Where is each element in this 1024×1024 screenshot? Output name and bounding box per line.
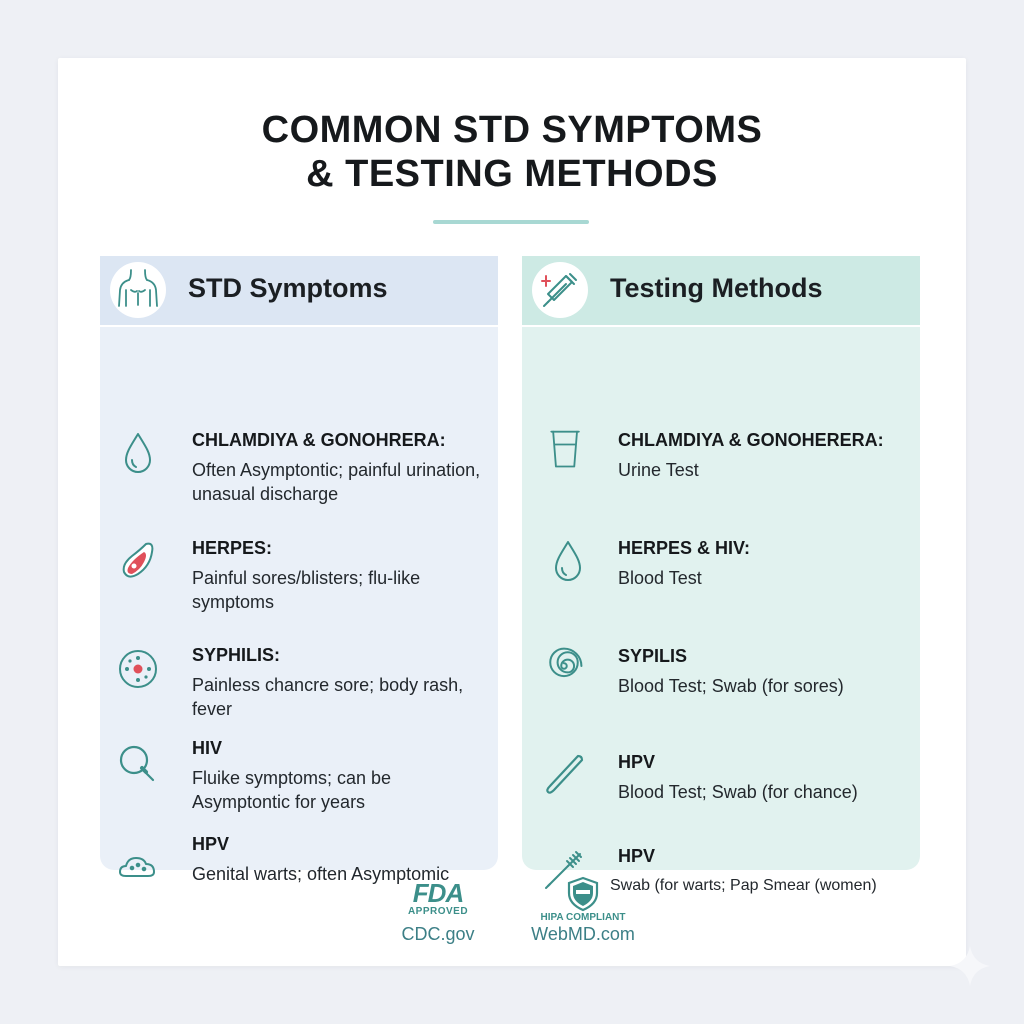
test-name: SYPILIS: [618, 646, 688, 666]
symptom-name: SYPHILIS:: [192, 645, 281, 665]
syringe-icon: [532, 262, 588, 318]
shield-icon: [565, 876, 601, 912]
wart-icon: [116, 842, 160, 886]
fda-badge: [398, 880, 478, 917]
symptom-name: CHLAMDIYA & GONOHRERA:: [192, 430, 446, 450]
testing-panel: [522, 256, 920, 894]
symptom-description: Genital warts; often Asymptomic: [192, 864, 450, 884]
droplet-icon: [546, 538, 590, 582]
symptom-description: Often Asymptontic; painful urination, unasual discharge: [192, 460, 481, 504]
test-description: Blood Test; Swab (for chance): [618, 782, 858, 802]
page-title: [58, 108, 966, 196]
test-name: HPV: [618, 752, 656, 772]
fda-approved-label: APPROVED: [407, 906, 469, 917]
cell-icon: [116, 647, 160, 691]
cdc-link[interactable]: CDC.gov: [401, 924, 475, 944]
sparkle-icon: [948, 944, 992, 988]
title-divider: [433, 220, 589, 224]
title-line-2: & TESTING METHODS: [306, 153, 718, 195]
test-name: HERPES & HIV:: [618, 538, 751, 558]
symptom-description: Painful sores/blisters; flu-like symptoms: [192, 568, 421, 612]
symptom-description: Fluike symptoms; can be Asymptontic for years: [192, 768, 392, 812]
fda-logo: FDA: [412, 878, 464, 908]
symptom-name: HPV: [192, 834, 230, 854]
droplet-icon: [116, 430, 160, 474]
header-divider: [100, 325, 498, 327]
symptoms-panel-header: [100, 256, 498, 325]
infographic-card: [58, 58, 966, 966]
swab-icon: [542, 752, 586, 796]
magnifier-icon: [116, 742, 160, 786]
hipaa-compliant-label: HIPA COMPLIANT: [540, 912, 626, 923]
spiral-icon: [542, 644, 586, 688]
sore-icon: [116, 538, 160, 582]
testing-heading: Testing Methods: [610, 273, 823, 303]
test-name: CHLAMDIYA & GONOHЕRERA:: [618, 430, 884, 450]
symptom-name: HIV: [192, 738, 223, 758]
cup-icon: [544, 428, 588, 472]
hipaa-badge: [528, 876, 638, 923]
test-description: Blood Test: [618, 568, 702, 588]
testing-panel-header: [522, 256, 920, 325]
title-line-1: COMMON STD SYMPTOMS: [261, 109, 763, 151]
header-divider: [522, 325, 920, 327]
test-name: HPV: [618, 846, 656, 866]
test-description: Urine Test: [618, 460, 699, 480]
symptom-description: Painless chancre sore; body rash, fever: [192, 675, 464, 719]
test-description: Swab (for warts; Pap Smear (women): [610, 877, 877, 894]
symptoms-panel: [100, 256, 498, 884]
test-description: Blood Test; Swab (for sores): [618, 676, 844, 696]
symptom-name: HERPES:: [192, 538, 273, 558]
human-torso-icon: [110, 262, 166, 318]
webmd-link[interactable]: WebMD.com: [531, 924, 635, 944]
symptoms-heading: STD Symptoms: [188, 273, 388, 303]
